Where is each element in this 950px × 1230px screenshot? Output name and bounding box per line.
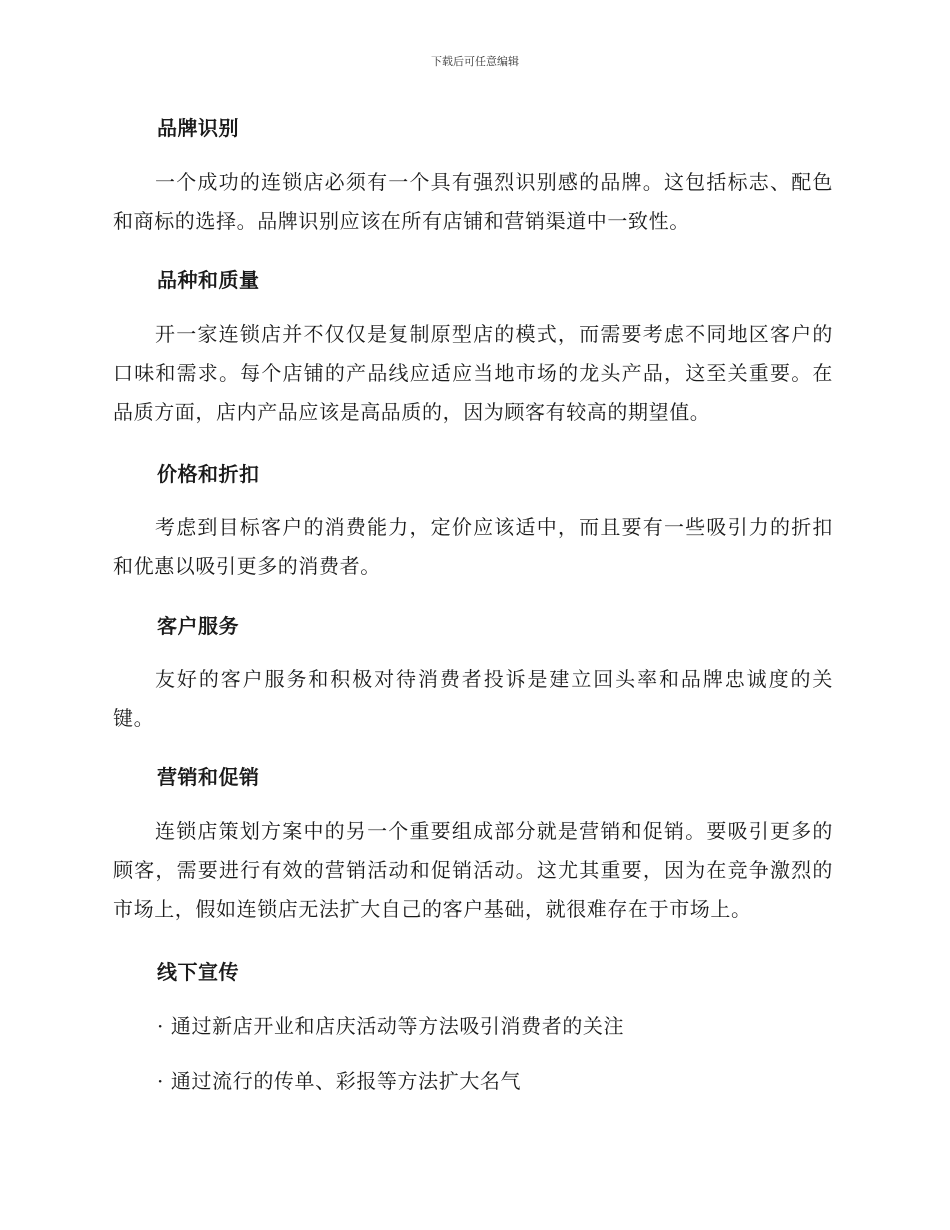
section-heading-marketing-promotion: 营销和促销 bbox=[157, 765, 260, 789]
bullet-item: · 通过新店开业和店庆活动等方法吸引消费者的关注 bbox=[157, 1014, 625, 1038]
section-heading-brand: 品牌识别 bbox=[157, 116, 239, 140]
section-heading-variety-quality: 品种和质量 bbox=[157, 268, 260, 292]
section-body-variety-quality: 开一家连锁店并不仅仅是复制原型店的模式，而需要考虑不同地区客户的口味和需求。每个店铺的产品线应适应当地市场的龙头产品，这至关重要。在品质方面，店内产品应该是高品质的，因为顾客有较高的期望值。 bbox=[113, 322, 833, 424]
page-header: 下载后可任意编辑 bbox=[431, 55, 519, 68]
section-heading-customer-service: 客户服务 bbox=[157, 614, 239, 638]
section-body-price-discount: 考虑到目标客户的消费能力，定价应该适中，而且要有一些吸引力的折扣和优惠以吸引更多的消费者。 bbox=[113, 515, 833, 578]
section-heading-offline-promotion: 线下宣传 bbox=[157, 960, 239, 984]
bullet-item: · 通过流行的传单、彩报等方法扩大名气 bbox=[157, 1069, 522, 1093]
section-body-brand: 一个成功的连锁店必须有一个具有强烈识别感的品牌。这包括标志、配色和商标的选择。品牌识别应该在所有店铺和营销渠道中一致性。 bbox=[113, 170, 833, 233]
section-body-customer-service: 友好的客户服务和积极对待消费者投诉是建立回头率和品牌忠诚度的关键。 bbox=[113, 667, 833, 730]
section-heading-price-discount: 价格和折扣 bbox=[157, 462, 260, 486]
section-body-marketing-promotion: 连锁店策划方案中的另一个重要组成部分就是营销和促销。要吸引更多的顾客，需要进行有效的营销活动和促销活动。这尤其重要，因为在竞争激烈的市场上，假如连锁店无法扩大自己的客户基础，就很难存在于市场上。 bbox=[113, 819, 833, 921]
